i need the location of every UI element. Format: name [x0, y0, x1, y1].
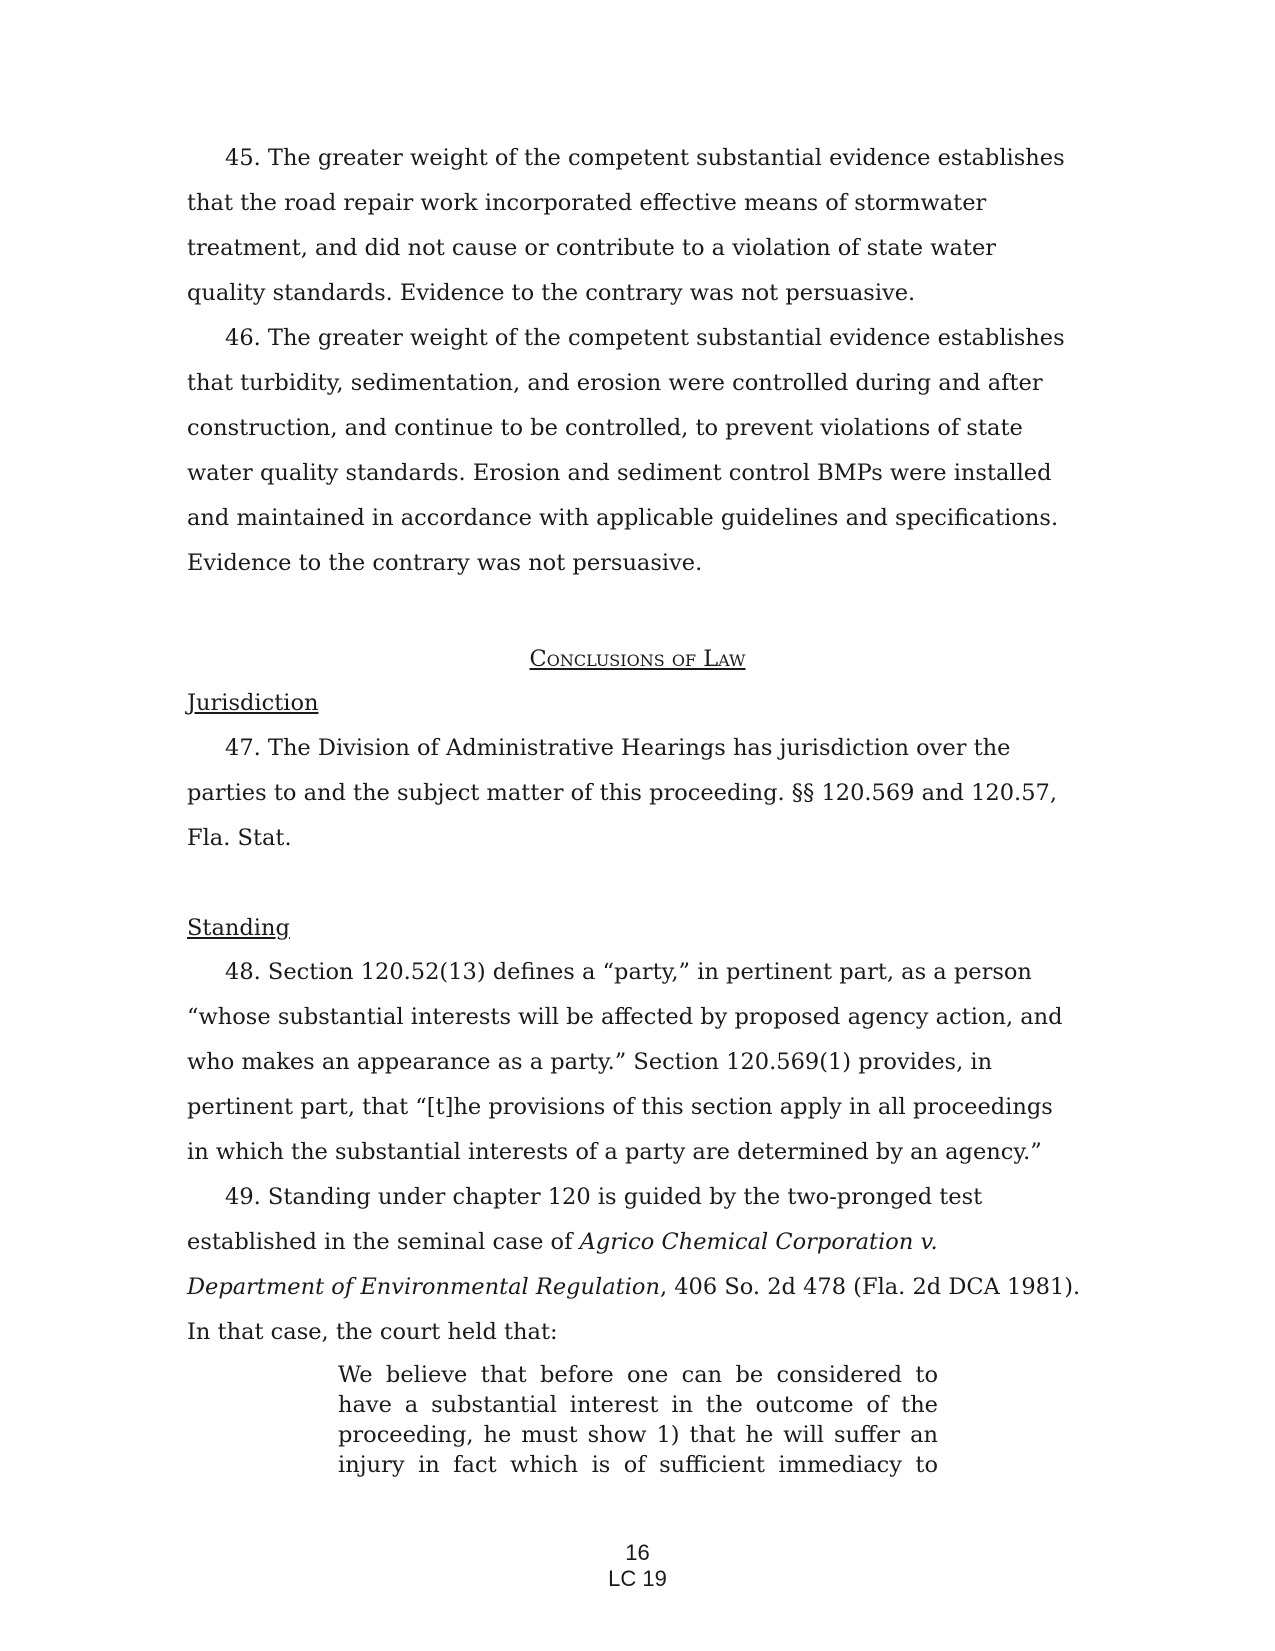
paragraph-line: 48. Section 120.52(13) defines a “party,” in pertinent part, as a person — [225, 959, 1032, 985]
citation-text: , 406 So. 2d 478 (Fla. 2d DCA 1981). — [659, 1274, 1081, 1300]
paragraph-line: parties to and the subject matter of this proceeding. §§ 120.569 and 120.57, — [187, 780, 1057, 806]
paragraph-line: 45. The greater weight of the competent substantial evidence establishes — [225, 145, 1065, 171]
paragraph-line: in which the substantial interests of a party are determined by an agency.” — [187, 1139, 1042, 1165]
subheading-jurisdiction: Jurisdiction — [187, 690, 319, 716]
paragraph-line: 47. The Division of Administrative Hearings has jurisdiction over the — [225, 735, 1011, 761]
quote-line: proceeding, he must show 1) that he will suffer an — [338, 1422, 938, 1448]
paragraph-48 — [187, 950, 1092, 1175]
paragraph-49 — [187, 1175, 1092, 1355]
paragraph-line: who makes an appearance as a party.” Section 120.569(1) provides, in — [187, 1049, 993, 1075]
paragraph-line: In that case, the court held that: — [187, 1319, 558, 1345]
paragraph-46 — [187, 316, 1092, 586]
section-heading-conclusions-of-law: Conclusions of Law — [529, 646, 746, 672]
paragraph-line: that the road repair work incorporated effective means of stormwater — [187, 190, 987, 216]
paragraph-line: and maintained in accordance with applicable guidelines and specifications. — [187, 505, 1059, 531]
paragraph-line: quality standards. Evidence to the contrary was not persuasive. — [187, 280, 916, 306]
block-quote — [338, 1360, 938, 1480]
subheading-standing: Standing — [187, 915, 290, 941]
paragraph-line — [187, 1220, 1092, 1265]
paragraph-line: Evidence to the contrary was not persuasive. — [187, 550, 703, 576]
paragraph-45 — [187, 136, 1092, 316]
document-code: LC 19 — [608, 1566, 667, 1591]
paragraph-line: Fla. Stat. — [187, 825, 292, 851]
text-run: established in the seminal case of — [187, 1229, 580, 1255]
paragraph-47 — [187, 726, 1092, 861]
page-number: 16 — [625, 1540, 650, 1565]
paragraph-line: 49. Standing under chapter 120 is guided by the two-pronged test — [225, 1184, 983, 1210]
case-name-italic: Agrico Chemical Corporation v. — [579, 1229, 938, 1255]
case-name-italic: Department of Environmental Regulation — [187, 1274, 660, 1300]
paragraph-line: pertinent part, that “[t]he provisions of this section apply in all proceedings — [187, 1094, 1053, 1120]
paragraph-line: that turbidity, sedimentation, and erosion were controlled during and after — [187, 370, 1043, 396]
quote-line: have a substantial interest in the outcome of the — [338, 1392, 938, 1418]
paragraph-line — [187, 1265, 1092, 1310]
quote-line: injury in fact which is of sufficient immediacy to — [338, 1452, 938, 1478]
paragraph-line: construction, and continue to be controlled, to prevent violations of state — [187, 415, 1023, 441]
paragraph-line: 46. The greater weight of the competent substantial evidence establishes — [225, 325, 1065, 351]
paragraph-line: treatment, and did not cause or contribute to a violation of state water — [187, 235, 997, 261]
paragraph-line: “whose substantial interests will be affected by proposed agency action, and — [187, 1004, 1063, 1030]
paragraph-line: water quality standards. Erosion and sediment control BMPs were installed — [187, 460, 1052, 486]
quote-line: We believe that before one can be considered to — [338, 1362, 938, 1388]
